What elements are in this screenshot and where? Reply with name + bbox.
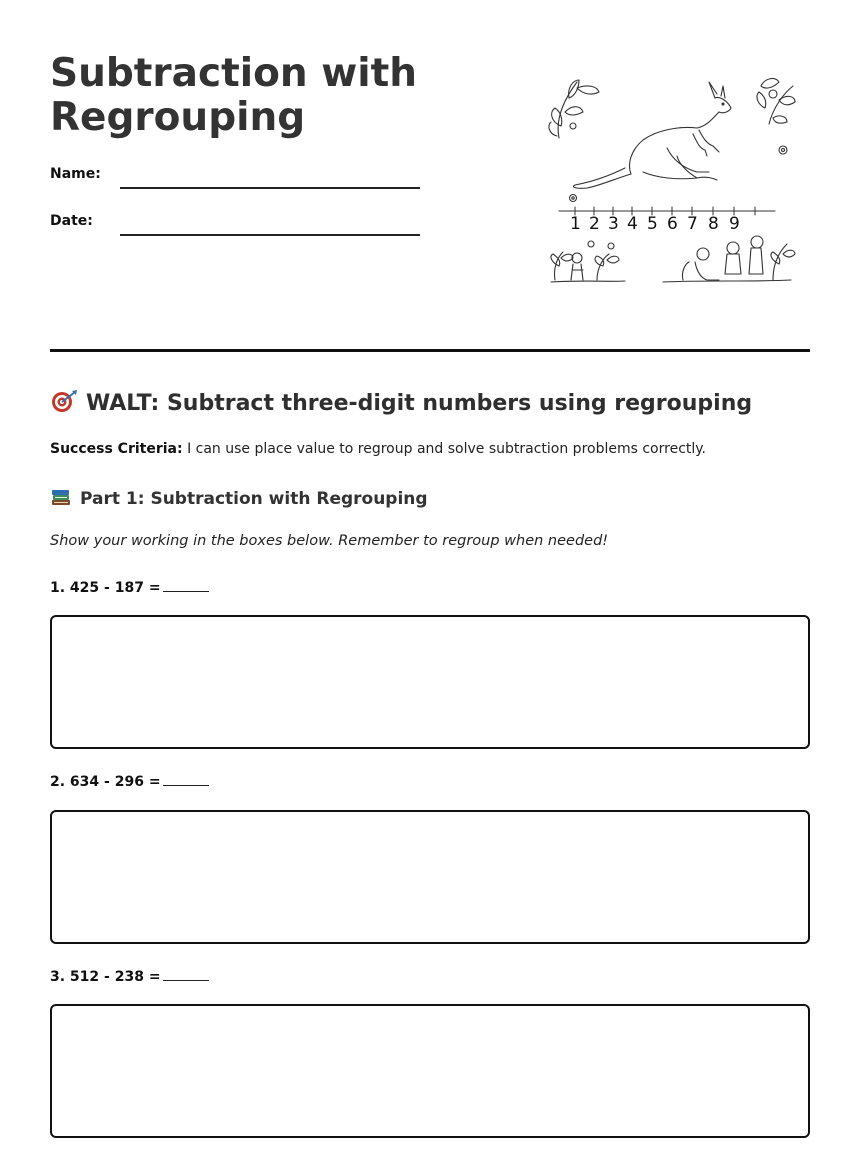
target-icon [50, 389, 78, 419]
number-line-label: 6 [667, 214, 678, 234]
name-label: Name: [50, 166, 101, 182]
number-line-label: 3 [608, 214, 619, 234]
question-label [50, 773, 209, 790]
worksheet-page [50, 0, 810, 1161]
walt-text: WALT: Subtract three-digit numbers using regrouping [86, 391, 753, 416]
name-field[interactable] [120, 187, 420, 189]
number-line-label: 2 [589, 214, 600, 234]
header-divider [50, 349, 810, 352]
number-line-label: 7 [687, 214, 698, 234]
part1-heading [50, 487, 428, 512]
worksheet-header [50, 0, 810, 352]
number-line-label: 4 [627, 214, 638, 234]
number-line-label: 1 [570, 214, 581, 234]
question-text: 3. 512 - 238 = [50, 969, 161, 985]
instructions: Show your working in the boxes below. Remember to regroup when needed! [50, 533, 609, 549]
question-text: 1. 425 - 187 = [50, 580, 161, 596]
success-criteria [50, 441, 706, 457]
kangaroo-number-line-icon [547, 68, 797, 293]
books-icon [50, 487, 72, 512]
answer-blank[interactable] [163, 968, 209, 981]
success-criteria-label: Success Criteria: [50, 441, 183, 457]
answer-blank[interactable] [163, 773, 209, 786]
success-criteria-text: I can use place value to regroup and solve subtraction problems correctly. [187, 441, 707, 457]
question-text: 2. 634 - 296 = [50, 774, 161, 790]
part1-title: Part 1: Subtraction with Regrouping [80, 489, 428, 509]
working-box[interactable] [50, 615, 810, 749]
date-field[interactable] [120, 234, 420, 236]
page-title: Subtraction with Regrouping [50, 51, 418, 140]
number-line-label: 5 [647, 214, 658, 234]
answer-blank[interactable] [163, 579, 209, 592]
number-line-label: 8 [708, 214, 719, 234]
number-line-label: 9 [729, 214, 740, 234]
working-box[interactable] [50, 1004, 810, 1138]
walt-heading [50, 389, 752, 419]
question-label [50, 579, 209, 596]
working-box[interactable] [50, 810, 810, 944]
date-label: Date: [50, 213, 93, 229]
question-label [50, 968, 209, 985]
